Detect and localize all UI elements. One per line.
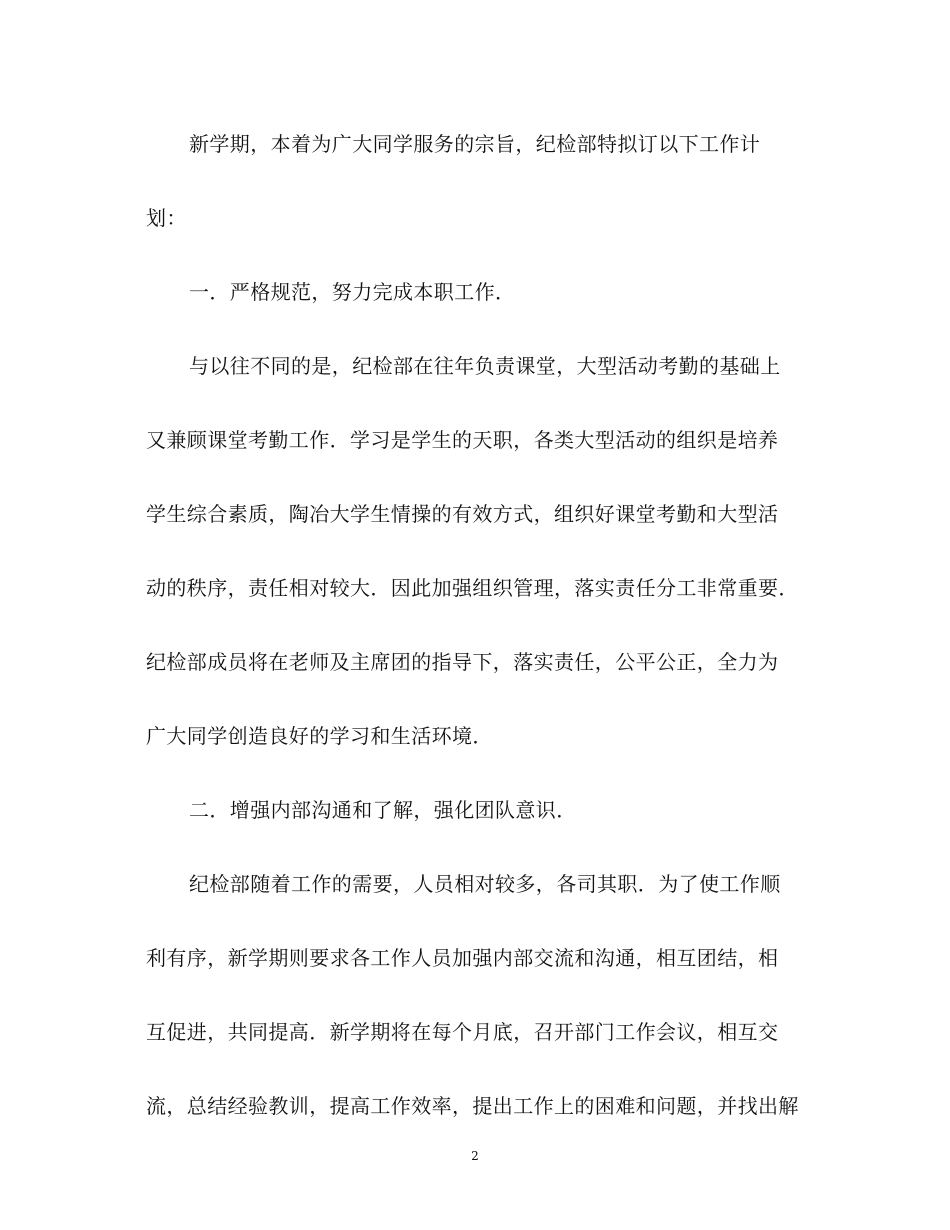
text-line: 互促进，共同提高．新学期将在每个月底，召开部门工作会议，相互交	[146, 1020, 779, 1044]
text-line: 与以往不同的是，纪检部在往年负责课堂，大型活动考勤的基础上	[189, 354, 781, 378]
text-line: 新学期，本着为广大同学服务的宗旨，纪检部特拟订以下工作计	[189, 132, 761, 156]
text-line: 纪检部成员将在老师及主席团的指导下，落实责任，公平公正，全力为	[146, 650, 779, 674]
text-line: 又兼顾课堂考勤工作．学习是学生的天职，各类大型活动的组织是培养	[146, 428, 779, 452]
text-line: 动的秩序，责任相对较大．因此加强组织管理，落实责任分工非常重要．	[146, 576, 799, 600]
text-line: 广大同学创造良好的学习和生活环境．	[146, 724, 493, 748]
text-line: 纪检部随着工作的需要，人员相对较多，各司其职．为了使工作顺	[189, 872, 781, 896]
text-line: 学生综合素质，陶冶大学生情操的有效方式，组织好课堂考勤和大型活	[146, 502, 779, 526]
section-heading: 二．增强内部沟通和了解，强化团队意识．	[189, 798, 577, 822]
page-number: 2	[471, 1149, 479, 1163]
text-line: 流，总结经验教训，提高工作效率，提出工作上的困难和问题，并找出解	[146, 1094, 799, 1118]
text-line: 利有序，新学期则要求各工作人员加强内部交流和沟通，相互团结，相	[146, 946, 779, 970]
section-heading: 一．严格规范，努力完成本职工作．	[189, 280, 516, 304]
text-line: 划：	[146, 206, 187, 230]
